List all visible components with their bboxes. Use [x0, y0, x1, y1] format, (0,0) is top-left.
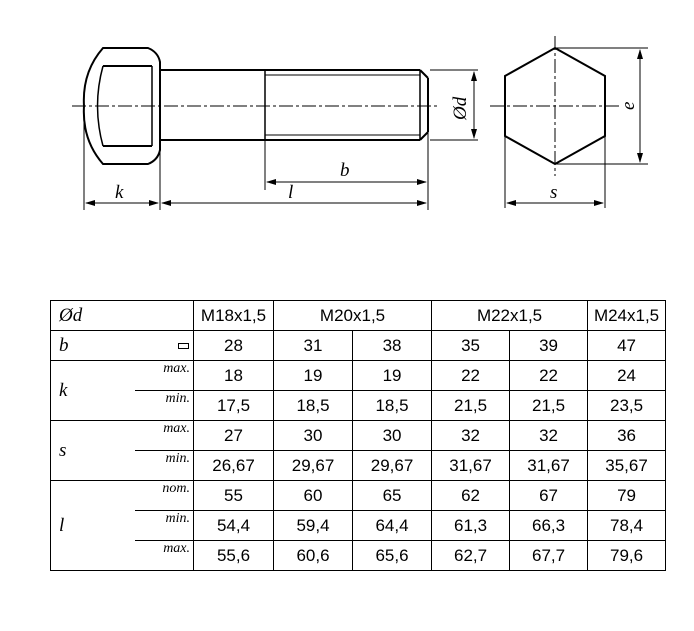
- table-cell: 18,5: [353, 391, 432, 421]
- param-label-b: b: [51, 331, 135, 361]
- qualifier-label: max.: [135, 421, 194, 451]
- dim-label-e: e: [618, 101, 639, 110]
- header-size: M22x1,5: [432, 301, 588, 331]
- table-cell: 39: [510, 331, 588, 361]
- table-cell: 26,67: [194, 451, 274, 481]
- rectangle-icon: [135, 331, 194, 361]
- dim-label-k: k: [115, 182, 124, 203]
- table-cell: 32: [510, 421, 588, 451]
- row-s-min: [51, 451, 666, 481]
- row-l-max: [51, 541, 666, 571]
- table-cell: 22: [510, 361, 588, 391]
- dim-label-b: b: [340, 160, 350, 181]
- table-cell: 24: [588, 361, 666, 391]
- table-cell: 30: [353, 421, 432, 451]
- table-cell: 38: [353, 331, 432, 361]
- dim-label-d: Ød: [450, 96, 471, 120]
- table-cell: 55: [194, 481, 274, 511]
- table-cell: 29,67: [274, 451, 353, 481]
- table-cell: 21,5: [510, 391, 588, 421]
- table-cell: 30: [274, 421, 353, 451]
- table-cell: 29,67: [353, 451, 432, 481]
- table-cell: 79,6: [588, 541, 666, 571]
- table-cell: 47: [588, 331, 666, 361]
- table-cell: 19: [274, 361, 353, 391]
- row-k-min: [51, 391, 666, 421]
- table-cell: 35,67: [588, 451, 666, 481]
- header-size: M18x1,5: [194, 301, 274, 331]
- param-label-s: s: [51, 421, 135, 481]
- table-cell: 59,4: [274, 511, 353, 541]
- table-cell: 32: [432, 421, 510, 451]
- table-cell: 54,4: [194, 511, 274, 541]
- extension-lines: [84, 48, 648, 210]
- table-cell: 62,7: [432, 541, 510, 571]
- table-cell: 21,5: [432, 391, 510, 421]
- table-cell: 62: [432, 481, 510, 511]
- bolt-drawing: [0, 0, 694, 260]
- row-l-nom: [51, 481, 666, 511]
- bolt-shank: [160, 70, 428, 140]
- dim-label-s: s: [550, 182, 558, 203]
- row-l-min: [51, 511, 666, 541]
- dim-label-l: l: [288, 182, 294, 203]
- qualifier-label: min.: [135, 451, 194, 481]
- row-b: [51, 331, 666, 361]
- header-size: M20x1,5: [274, 301, 432, 331]
- table-cell: 55,6: [194, 541, 274, 571]
- table-cell: 17,5: [194, 391, 274, 421]
- header-row: [51, 301, 666, 331]
- qualifier-label: max.: [135, 541, 194, 571]
- qualifier-label: min.: [135, 511, 194, 541]
- table-cell: 35: [432, 331, 510, 361]
- qualifier-label: min.: [135, 391, 194, 421]
- table-cell: 65: [353, 481, 432, 511]
- table-cell: 18,5: [274, 391, 353, 421]
- table-cell: 67,7: [510, 541, 588, 571]
- row-s-max: [51, 421, 666, 451]
- table-cell: 66,3: [510, 511, 588, 541]
- table-cell: 61,3: [432, 511, 510, 541]
- table-cell: 64,4: [353, 511, 432, 541]
- table-cell: 79: [588, 481, 666, 511]
- table-cell: 28: [194, 331, 274, 361]
- table-cell: 27: [194, 421, 274, 451]
- table-cell: 65,6: [353, 541, 432, 571]
- table-cell: 60: [274, 481, 353, 511]
- table-cell: 36: [588, 421, 666, 451]
- table-cell: 23,5: [588, 391, 666, 421]
- param-label-l: l: [51, 481, 135, 571]
- row-k-max: [51, 361, 666, 391]
- dimensions-table: [50, 300, 666, 571]
- qualifier-label: nom.: [135, 481, 194, 511]
- table-cell: 78,4: [588, 511, 666, 541]
- table-cell: 31: [274, 331, 353, 361]
- table-cell: 31,67: [510, 451, 588, 481]
- header-size: M24x1,5: [588, 301, 666, 331]
- qualifier-label: max.: [135, 361, 194, 391]
- table-cell: 31,67: [432, 451, 510, 481]
- table-cell: 60,6: [274, 541, 353, 571]
- table-cell: 19: [353, 361, 432, 391]
- table-cell: 18: [194, 361, 274, 391]
- param-label-k: k: [51, 361, 135, 421]
- dimension-lines: [86, 50, 640, 203]
- header-param: Ød: [51, 301, 194, 331]
- table-cell: 22: [432, 361, 510, 391]
- table-cell: 67: [510, 481, 588, 511]
